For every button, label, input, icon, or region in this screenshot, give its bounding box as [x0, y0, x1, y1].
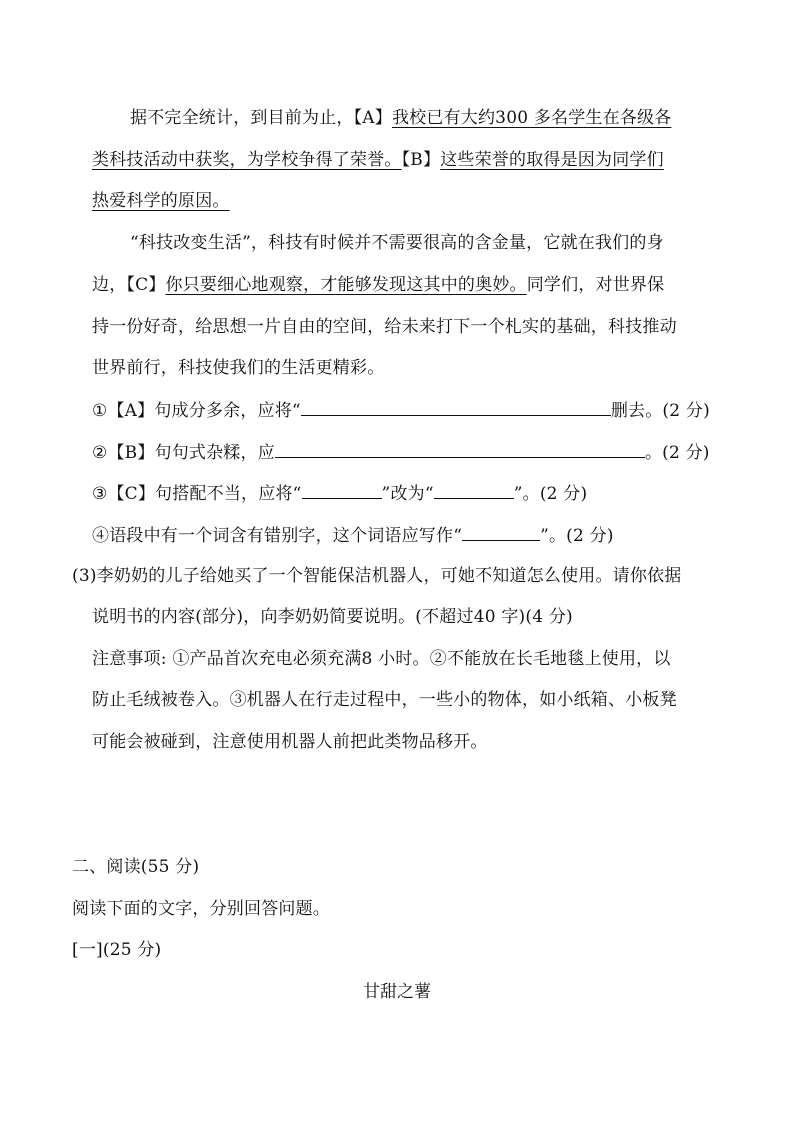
article-title: 甘甜之薯: [363, 982, 431, 1002]
para1-line1-lead: 据不完全统计，到目前为止，【A】: [130, 108, 392, 128]
question-4: [92, 524, 614, 546]
marker-b: 【B】: [401, 150, 441, 170]
answer-blank-2[interactable]: [275, 441, 645, 458]
para2-line4: 世界前行，科技使我们的生活更精彩。: [92, 358, 385, 378]
question-4-prompt: ④语段中有一个词含有错别字，这个词语应写作“: [92, 526, 463, 546]
answer-blank-1[interactable]: [301, 399, 611, 416]
question-3: [92, 482, 587, 504]
para2-line3: 持一份好奇，给思想一片自由的空间，给未来打下一个札实的基础，科技推动: [92, 317, 677, 337]
notice-line1: 注意事项: ①产品首次充电必须充满8 小时。②不能放在长毛地毯上使用，以: [92, 649, 671, 669]
sentence-b-underlined: 这些荣誉的取得是因为同学们: [440, 150, 664, 170]
notice-line3: 可能会被碰到，注意使用机器人前把此类物品移开。: [92, 732, 488, 752]
part-label: [一](25 分): [72, 940, 162, 960]
question-3-main-line2: 说明书的内容(部分)，向李奶奶简要说明。(不超过40 字)(4 分): [92, 607, 573, 627]
sentence-b-continued: 热爱科学的原因。: [92, 191, 230, 211]
question-3-mid: ”改为“: [381, 484, 434, 504]
sentence-a-underlined: 我校已有大约300 多名学生在各级各: [391, 108, 672, 128]
para2-line2-tail: 同学们，对世界保: [526, 275, 665, 295]
question-1: [92, 399, 710, 421]
para1-line3: [92, 191, 230, 211]
question-2-score: 。(2 分): [644, 443, 710, 463]
para2-line2: [92, 275, 664, 295]
section-instruction: 阅读下面的文字，分别回答问题。: [72, 899, 330, 919]
question-1-prompt: ①【A】句成分多余，应将“: [92, 401, 301, 421]
question-3-prompt: ③【C】句搭配不当，应将“: [92, 484, 302, 504]
para2-line1: “科技改变生活”，科技有时候并不需要很高的含金量，它就在我们的身: [130, 233, 664, 253]
question-3-score: ”。(2 分): [513, 484, 588, 504]
sentence-c-underlined: 你只要细心地观察，才能够发现这其中的奥妙。: [165, 275, 527, 295]
section-heading: 二、阅读(55 分): [72, 857, 200, 877]
notice-line2: 防止毛绒被卷入。③机器人在行走过程中，一些小的物体，如小纸箱、小板凳: [92, 690, 677, 710]
answer-blank-3b[interactable]: [434, 482, 514, 499]
question-4-score: ”。(2 分): [540, 526, 614, 546]
question-2: [92, 441, 710, 463]
para1-line1: [130, 108, 671, 128]
para2-line2-lead: 边，【C】: [92, 275, 166, 295]
question-3-main-line1: (3)李奶奶的儿子给她买了一个智能保洁机器人，可她不知道怎么使用。请你依据: [72, 566, 682, 586]
answer-blank-3a[interactable]: [302, 482, 382, 499]
para1-line2: [92, 150, 664, 170]
answer-blank-4[interactable]: [462, 524, 540, 541]
question-2-prompt: ②【B】句句式杂糅，应: [92, 443, 275, 463]
sentence-a-continued: 类科技活动中获奖，为学校争得了荣誉。: [92, 150, 402, 170]
question-1-score: 删去。(2 分): [610, 401, 710, 421]
